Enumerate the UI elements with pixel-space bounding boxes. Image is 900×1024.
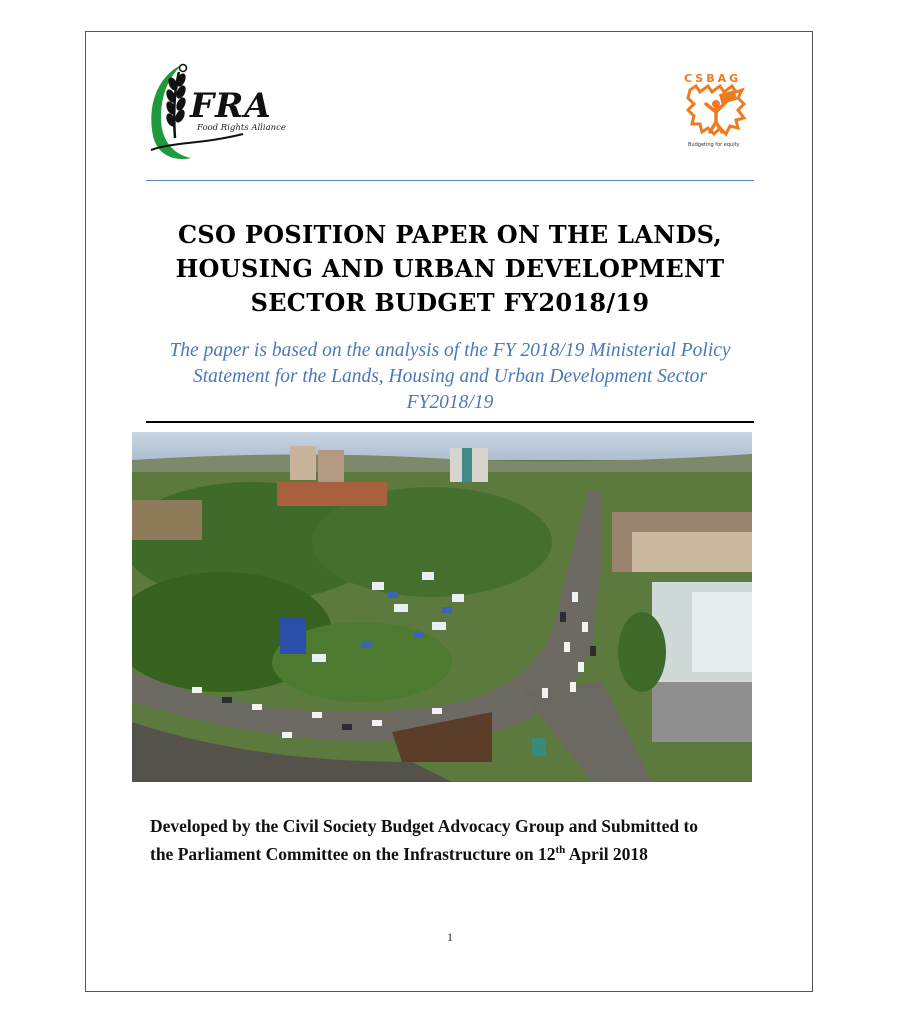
subtitle-line-1: The paper is based on the analysis of the FY 2018/19 Ministerial Policy (169, 340, 731, 361)
csbag-emblem-icon (676, 66, 756, 150)
title-line-3: SECTOR BUDGET FY2018/19 (250, 288, 650, 317)
csbag-logo-letters: CSBAG (684, 72, 742, 85)
subtitle-line-2: Statement for the Lands, Housing and Urban Development Sector (193, 366, 707, 387)
developed-by-statement (150, 814, 770, 866)
developed-by-line-2-text: the Parliament Committee on the Infrastructure on 12 (150, 843, 556, 864)
document-title (150, 218, 750, 320)
title-line-1: CSO POSITION PAPER ON THE LANDS, (177, 220, 723, 249)
fra-logo-letters: FRA (190, 86, 272, 126)
page-number: 1 (447, 930, 453, 944)
fra-logo-subtitle: Food Rights Alliance (197, 123, 286, 133)
date-ordinal-suffix: th (555, 844, 566, 856)
header-divider (146, 180, 754, 181)
document-subtitle (150, 338, 750, 416)
subtitle-line-3: FY2018/19 (406, 392, 494, 413)
aerial-city-photo (132, 432, 752, 782)
csbag-logo-tagline: Budgeting for equity (688, 142, 740, 148)
developed-by-line-2-date: April 2018 (565, 843, 648, 864)
developed-by-line-1: Developed by the Civil Society Budget Advocacy Group and Submitted to (150, 816, 699, 836)
subtitle-divider (146, 421, 754, 423)
title-line-2: HOUSING AND URBAN DEVELOPMENT (175, 254, 725, 283)
developed-by-line-2 (150, 838, 770, 866)
